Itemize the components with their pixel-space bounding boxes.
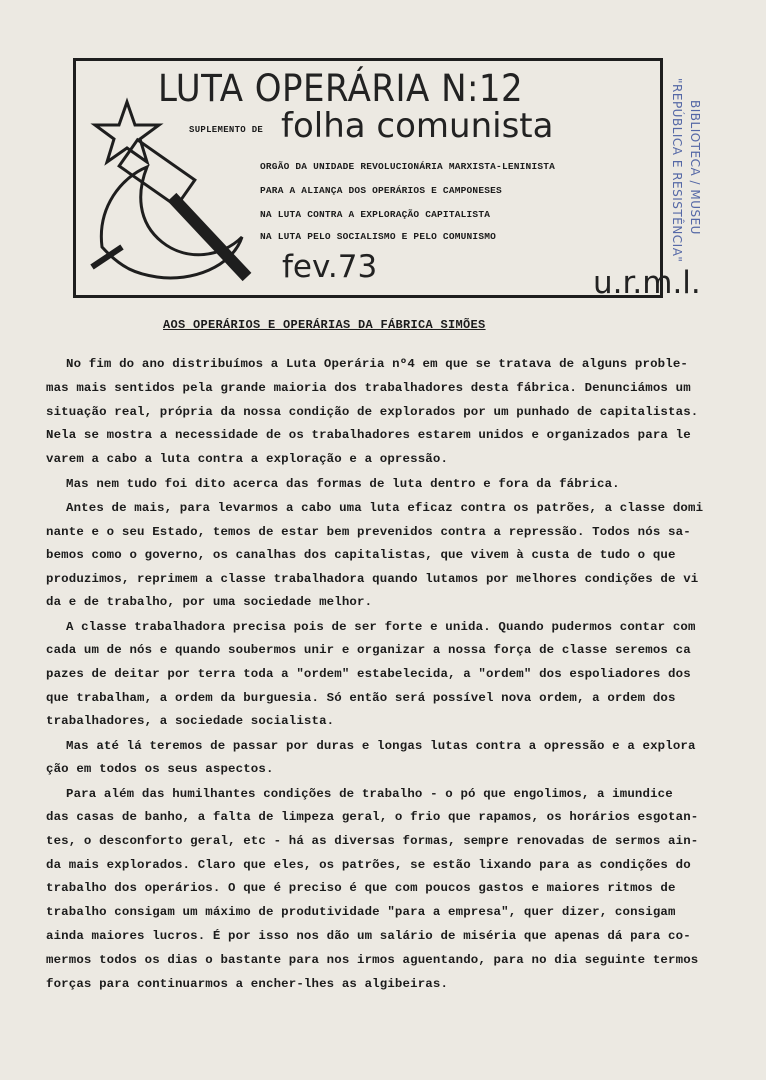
text-line: Mas até lá teremos de passar por duras e longas lutas contra a opressão e a explora	[66, 739, 696, 753]
subtitle-line-3: NA LUTA CONTRA A EXPLORAÇÃO CAPITALISTA	[260, 209, 491, 220]
text-line: Nela se mostra a necessidade de os trabalhadores estarem unidos e organizados para le	[46, 428, 691, 442]
issue-date: fev.73	[282, 249, 378, 285]
text-line: bemos como o governo, os canalhas dos capitalistas, que vivem à custa de tudo o que	[46, 548, 676, 562]
text-line: ainda maiores lucros. É por isso nos dão um salário de miséria que apenas dá para co-	[46, 929, 691, 943]
newspaper-name: folha comunista	[281, 106, 554, 146]
organization-signature: u.r.m.l.	[593, 265, 701, 301]
text-line: mermos todos os dias o bastante para nos irmos aguentando, para no dia seguinte termos	[46, 953, 699, 967]
text-line: No fim do ano distribuímos a Luta Operária nº4 em que se tratava de alguns proble-	[66, 357, 689, 371]
subtitle-line-1: ORGÃO DA UNIDADE REVOLUCIONÁRIA MARXISTA-LENINISTA	[260, 161, 556, 172]
text-line: trabalho consigam um máximo de produtividade "para a empresa", quer dizer, consigam	[46, 905, 676, 919]
text-line: Antes de mais, para levarmos a cabo uma luta eficaz contra os patrões, a classe domi	[66, 501, 704, 515]
text-line: da mais explorados. Claro que eles, os patrões, se estão lixando para as condições do	[46, 858, 691, 872]
text-line: produzimos, reprimem a classe trabalhadora quando lutamos por melhores condições de vi	[46, 572, 699, 586]
text-line: trabalho dos operários. O que é preciso é que com poucos gastos e maiores ritmos de	[46, 881, 676, 895]
text-line: situação real, própria da nossa condição de explorados por um punhado de capitalistas.	[46, 405, 699, 419]
text-line: da e de trabalho, por uma sociedade melhor.	[46, 595, 373, 609]
newspaper-title: LUTA OPERÁRIA N:12	[158, 67, 524, 110]
text-line: das casas de banho, a falta de limpeza geral, o frio que rapamos, os horários esgotan-	[46, 810, 699, 824]
text-line: que trabalham, a ordem da burguesia. Só então será possível nova ordem, a ordem dos	[46, 691, 676, 705]
text-line: forças para continuarmos a encher-lhes as algibeiras.	[46, 977, 449, 991]
text-line: nante e o seu Estado, temos de estar bem prevenidos contra a repressão. Todos nós sa-	[46, 525, 691, 539]
stamp-line-2: "REPÚBLICA E RESISTÊNCIA"	[670, 78, 684, 263]
text-line: A classe trabalhadora precisa pois de ser forte e unida. Quando pudermos contar com	[66, 620, 696, 634]
text-line: cada um de nós e quando soubermos unir e organizar a nossa força de classe seremos ca	[46, 643, 691, 657]
stamp-line-1: BIBLIOTECA / MUSEU	[688, 100, 702, 235]
subtitle-line-2: PARA A ALIANÇA DOS OPERÁRIOS E CAMPONESES	[260, 185, 502, 196]
text-line: varem a cabo a luta contra a exploração e a opressão.	[46, 452, 449, 466]
supplement-label: SUPLEMENTO DE	[189, 125, 264, 135]
text-line: pazes de deitar por terra toda a "ordem" estabelecida, a "ordem" dos espoliadores dos	[46, 667, 691, 681]
text-line: mas mais sentidos pela grande maioria dos trabalhadores desta fábrica. Denunciámos um	[46, 381, 691, 395]
text-line: trabalhadores, a sociedade socialista.	[46, 714, 335, 728]
text-line: ção em todos os seus aspectos.	[46, 762, 274, 776]
text-line: tes, o desconforto geral, etc - há as diversas formas, sempre renovadas de sermos ain-	[46, 834, 699, 848]
library-stamp	[660, 78, 720, 286]
subtitle-line-4: NA LUTA PELO SOCIALISMO E PELO COMUNISMO	[260, 231, 497, 242]
text-line: Mas nem tudo foi dito acerca das formas de luta dentro e fora da fábrica.	[66, 477, 620, 491]
article-heading: AOS OPERÁRIOS E OPERÁRIAS DA FÁBRICA SIMÕES	[163, 318, 486, 332]
text-line: Para além das humilhantes condições de trabalho - o pó que engolimos, a imundice	[66, 787, 673, 801]
